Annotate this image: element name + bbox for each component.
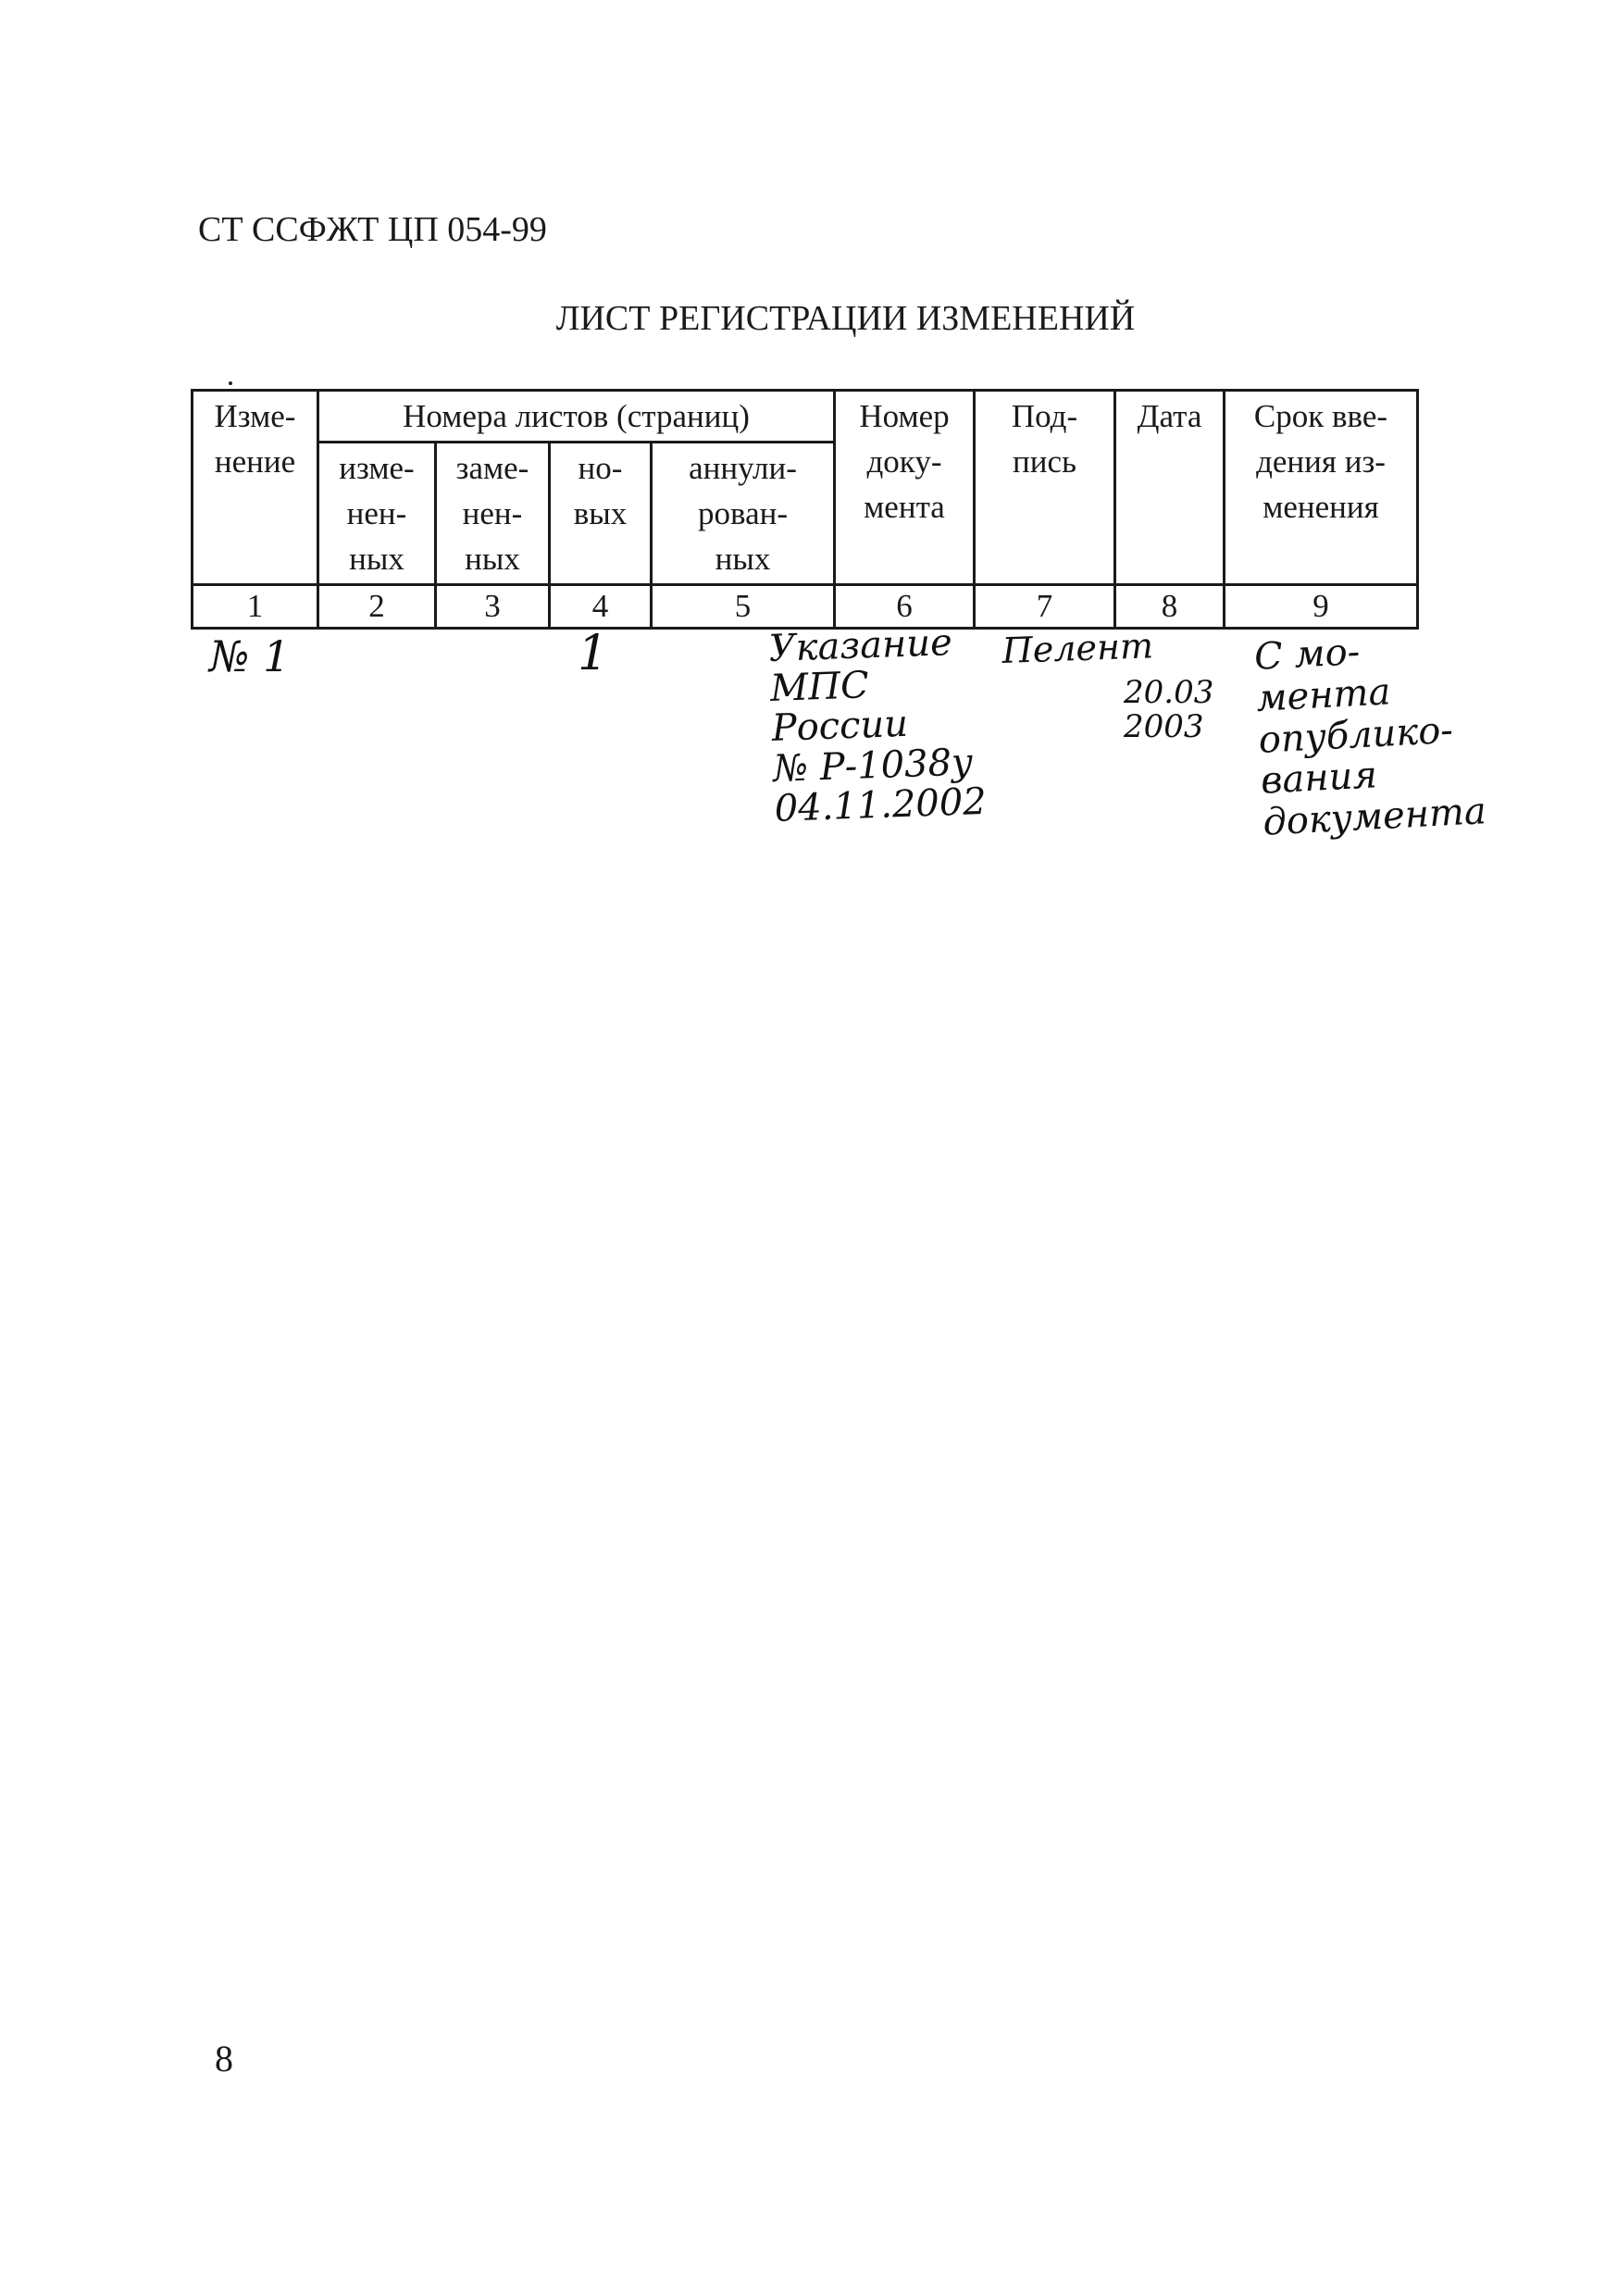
header-annulled-sheets: аннули- рован- ных	[652, 443, 835, 585]
handwritten-doc-number: Указание МПС России № Р-1038у 04.11.2002	[767, 621, 988, 830]
header-doc-number: Номер доку- мента	[835, 391, 975, 585]
handwritten-deadline: С мо- мента опублико- вания документа	[1252, 630, 1487, 844]
column-number: 6	[835, 585, 975, 629]
column-number: 2	[318, 585, 436, 629]
handwritten-date: 20.03 2003	[1124, 674, 1214, 746]
handwritten-change-number: № 1	[209, 631, 291, 681]
column-number: 3	[436, 585, 550, 629]
scan-speck	[229, 381, 232, 385]
header-sheets-group: Номера листов (страниц)	[318, 391, 835, 443]
header-deadline: Срок вве- дения из- менения	[1225, 391, 1418, 585]
change-registration-table	[191, 389, 1419, 630]
column-number: 4	[550, 585, 652, 629]
header-date: Дата	[1115, 391, 1225, 585]
header-replaced-sheets: заме- нен- ных	[436, 443, 550, 585]
column-number: 9	[1225, 585, 1418, 629]
header-new-sheets: но- вых	[550, 443, 652, 585]
sheet-title: ЛИСТ РЕГИСТРАЦИИ ИЗМЕНЕНИЙ	[555, 299, 1136, 338]
column-number: 1	[193, 585, 318, 629]
handwritten-new-sheets: 1	[578, 626, 609, 681]
column-number: 8	[1115, 585, 1225, 629]
page-number: 8	[215, 2038, 233, 2079]
document-code: СТ ССФЖТ ЦП 054-99	[198, 210, 547, 249]
header-signature: Под- пись	[975, 391, 1115, 585]
header-changed-sheets: изме- нен- ных	[318, 443, 436, 585]
column-number: 7	[975, 585, 1115, 629]
header-change: Изме- нение	[193, 391, 318, 585]
column-number: 5	[652, 585, 835, 629]
handwritten-signature: Пелент	[1001, 625, 1154, 671]
